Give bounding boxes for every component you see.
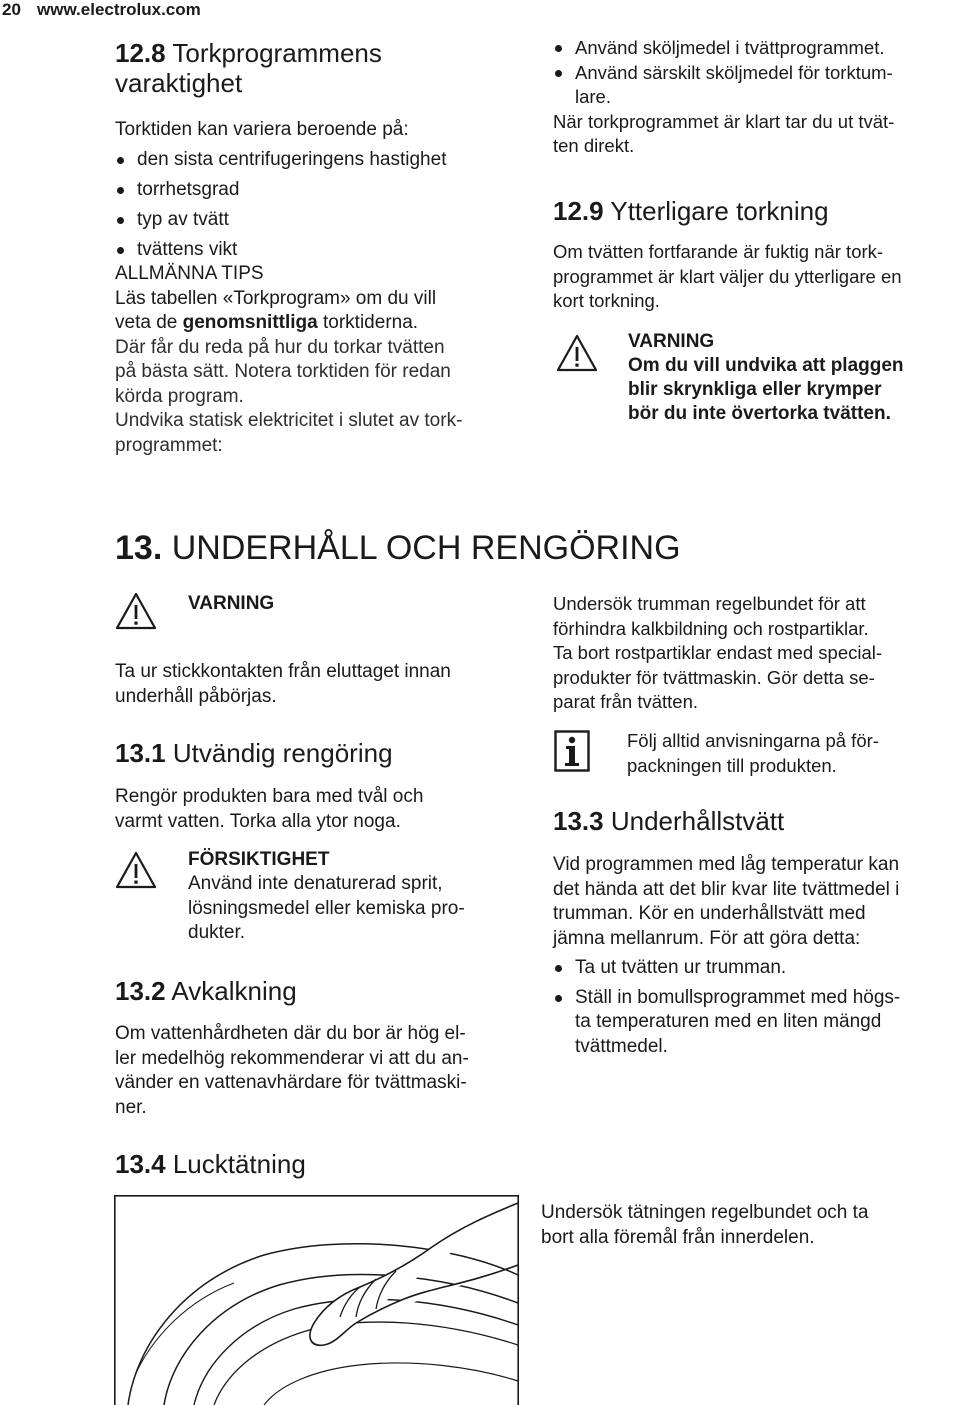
list-item: typ av tvätt	[115, 208, 525, 233]
body-text: Om vattenhårdheten där du bor är hög el- ler medelhög rekommenderar vi att du an- vänder en vattenavhärdare för tvättmaski- ner.	[115, 1023, 469, 1118]
caution-title: FÖRSIKTIGHET	[188, 849, 330, 870]
website-link[interactable]: www.electrolux.com	[37, 0, 201, 19]
intro-text: Torktiden kan variera beroende på:	[115, 119, 409, 140]
warning-triangle-icon	[555, 333, 599, 373]
section-heading: 13.3 Underhållstvätt	[553, 806, 785, 836]
list-item: Använd särskilt sköljmedel för torktum- lare.	[553, 61, 953, 110]
drum-text: Undersök trumman regelbundet för att förhindra kalkbildning och rostpartiklar. Ta bort rostpartiklar endast med special- produkter för tvättmaskin. Gör detta se- parat från tvätten.	[553, 593, 883, 712]
list-item: Ställ in bomullsprogrammet med högs- ta temperaturen med en liten mängd tvättmedel.	[553, 986, 958, 1060]
section-heading: 13.4 Lucktätning	[115, 1149, 306, 1179]
warning-text: Ta ur stickkontakten från eluttaget innan underhåll påbörjas.	[115, 661, 451, 707]
section-heading: 12.9 Ytterligare torkning	[553, 196, 829, 226]
chapter-heading: 13. UNDERHÅLL OCH RENGÖRING	[115, 529, 681, 567]
body-text: Undersök tätningen regelbundet och ta bort alla föremål från innerdelen.	[541, 1202, 869, 1248]
tips-heading: ALLMÄNNA TIPS	[115, 263, 264, 284]
information-icon	[554, 730, 590, 772]
static-electricity-text: Undvika statisk elektricitet i slutet av tork- programmet:	[115, 410, 463, 456]
caution-text: Använd inte denaturerad sprit, lösningsmedel eller kemiska pro- dukter.	[188, 873, 465, 943]
warning-title: VARNING	[188, 593, 275, 614]
section-heading: 13.1 Utvändig rengöring	[115, 738, 393, 768]
tips-text: Läs tabellen «Torkprogram» om du vill veta de genomsnittliga torktiderna. Där får du reda på hur du torkar tvätten på bästa sätt. Notera torktiden för redan körda program.	[115, 287, 451, 407]
body-text: Om tvätten fortfarande är fuktig när tork- programmet är klart väljer du ytterligare en kort torkning.	[553, 241, 902, 311]
section-12-8	[115, 38, 525, 458]
section-heading: 12.8 Torkprogrammens varaktighet	[115, 38, 382, 98]
after-text: När torkprogrammet är klart tar du ut tvät- ten direkt.	[553, 110, 895, 156]
warning-triangle-icon	[114, 591, 158, 631]
list-item: Ta ut tvätten ur trumman.	[553, 956, 958, 981]
body-text: Rengör produkten bara med tvål och varmt vatten. Torka alla ytor noga.	[115, 786, 424, 832]
static-tips-continued	[553, 36, 953, 159]
section-12-9	[553, 196, 958, 314]
maintenance-list	[553, 956, 958, 1059]
info-text: Följ alltid anvisningarna på för- packningen till produkten.	[627, 730, 879, 776]
warning-box-12-9	[628, 330, 958, 426]
warning-triangle-icon	[114, 850, 158, 890]
list-item: tvättens vikt	[115, 238, 525, 263]
body-text: Vid programmen med låg temperatur kan det hända att det blir kvar lite tvättmedel i trumman. Kör en underhållstvätt med jämna mellanrum. För att göra detta:	[553, 854, 900, 949]
list-item: Använd sköljmedel i tvättprogrammet.	[553, 36, 953, 61]
page-number: 20	[2, 0, 21, 19]
warning-title: VARNING	[628, 331, 715, 352]
warning-text: Om du vill undvika att plaggen blir skrynkliga eller krymper bör du inte övertorka tvätten.	[628, 355, 904, 424]
list-item: torrhetsgrad	[115, 178, 525, 203]
list-item: den sista centrifugeringens hastighet	[115, 148, 525, 173]
door-seal-illustration	[114, 1195, 519, 1405]
section-heading: 13.2 Avkalkning	[115, 976, 297, 1006]
caution-box	[188, 848, 518, 946]
